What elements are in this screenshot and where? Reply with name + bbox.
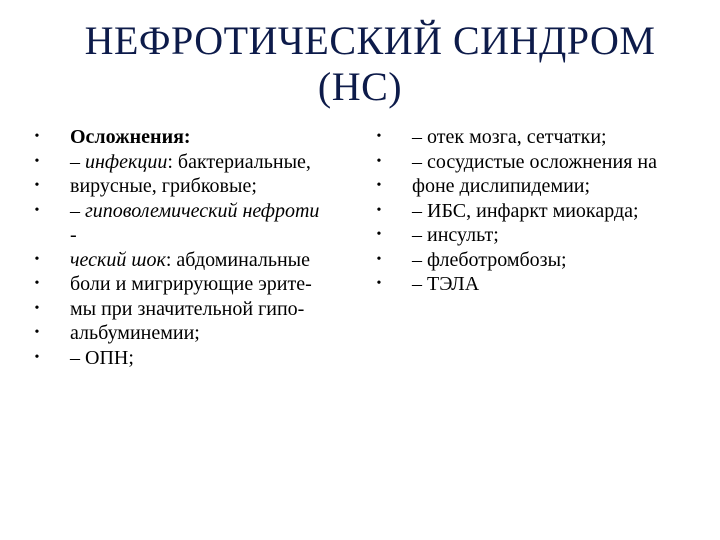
bullet-icon: •: [376, 251, 382, 267]
bullet-icon: •: [34, 178, 40, 193]
list-item-text: –: [70, 199, 85, 222]
list-item-text: фоне дислипидемии;: [412, 175, 591, 197]
list-item-text: – ТЭЛА: [412, 273, 480, 295]
list-item: [30, 223, 360, 248]
slide-title: [0, 18, 720, 110]
list-item-text: – ОПН;: [70, 346, 134, 369]
list-item-text: Осложнения:: [70, 126, 191, 148]
bullet-icon: •: [34, 153, 40, 169]
bullet-icon: •: [34, 276, 40, 291]
list-item: [372, 272, 712, 297]
list-item-text: – отек мозга, сетчатки;: [412, 126, 607, 148]
list-item: [30, 199, 360, 224]
bullet-icon: •: [34, 325, 40, 340]
left-bullet-list: [30, 125, 360, 370]
bullet-icon: •: [376, 178, 382, 193]
list-item-text: – сосудистые осложнения на: [412, 150, 657, 173]
list-item-text: вирусные, грибковые;: [70, 175, 257, 197]
list-item-text: – флеботромбозы;: [412, 248, 567, 271]
list-item-text: гиповолемический нефроти: [85, 199, 320, 222]
list-item: [372, 248, 712, 273]
list-item: [30, 248, 360, 273]
slide-title-line-1: НЕФРОТИЧЕСКИЙ СИНДРОМ: [84, 18, 656, 63]
bullet-icon: •: [376, 276, 382, 291]
list-item: [30, 174, 360, 199]
bullet-icon: •: [376, 202, 382, 218]
list-item: [30, 272, 360, 297]
list-item: [372, 174, 712, 199]
list-item-text: альбуминемии;: [70, 322, 200, 344]
list-item: [30, 150, 360, 175]
list-item: [372, 223, 712, 248]
list-item: [30, 297, 360, 322]
bullet-icon: •: [376, 129, 382, 144]
list-item-text: -: [70, 224, 77, 246]
bullet-icon: •: [34, 349, 40, 365]
bullet-icon: •: [34, 129, 40, 144]
list-item-text: мы при значительной гипо-: [70, 297, 305, 320]
list-item-text: –: [70, 150, 85, 173]
list-item: [372, 125, 712, 150]
list-item-text: инфекции: [85, 150, 168, 173]
list-item-text: боли и мигрирующие эрите-: [70, 273, 312, 295]
right-bullet-list: [372, 125, 712, 297]
list-item: [372, 199, 712, 224]
list-item: [30, 346, 360, 371]
list-item-text: : абдоминальные: [165, 248, 310, 271]
list-item-text: : бактериальные,: [167, 150, 311, 173]
list-item-text: – ИБС, инфаркт миокарда;: [412, 199, 639, 222]
list-item-text: ческий шок: [70, 248, 166, 271]
list-item-text: – инсульт;: [412, 224, 499, 246]
bullet-icon: •: [376, 153, 382, 169]
bullet-icon: •: [34, 202, 40, 218]
bullet-icon: •: [376, 227, 382, 242]
slide-title-line-2: (НС): [317, 64, 403, 109]
list-item: [30, 321, 360, 346]
list-item: [30, 125, 360, 150]
list-item: [372, 150, 712, 175]
bullet-icon: •: [34, 251, 40, 267]
bullet-icon: •: [34, 300, 40, 316]
